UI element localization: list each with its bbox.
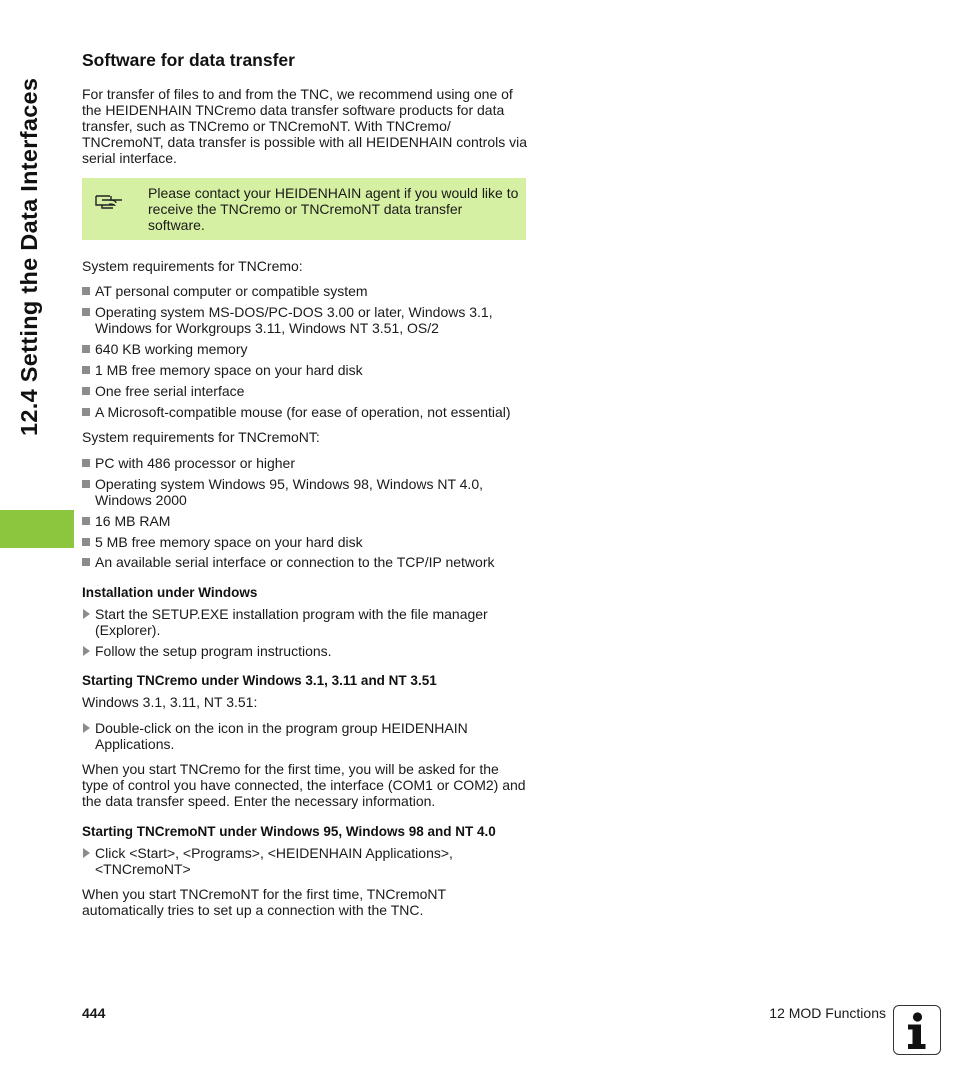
triangle-bullet-icon xyxy=(83,848,90,858)
section-heading-start-tncremo: Starting TNCremo under Windows 3.1, 3.11 and NT 3.51 xyxy=(82,673,437,688)
req-tncremo-label: System requirements for TNCremo: xyxy=(82,258,303,274)
req-tncremont-label: System requirements for TNCremoNT: xyxy=(82,429,320,445)
note-box xyxy=(82,178,526,240)
square-bullet-icon xyxy=(82,517,90,525)
info-glyph-icon xyxy=(894,1006,939,1053)
page-title: Software for data transfer xyxy=(82,50,295,70)
chapter-title: 12 MOD Functions xyxy=(769,1005,886,1021)
triangle-bullet-icon xyxy=(83,609,90,619)
square-bullet-icon xyxy=(82,366,90,374)
tncremo-first-start-paragraph: When you start TNCremo for the first time, you will be asked for the type of control you have connected, the interface (COM1 or COM2) and the data transfer speed. Enter the necessary information. xyxy=(82,761,526,809)
square-bullet-icon xyxy=(82,287,90,295)
square-bullet-icon xyxy=(82,408,90,416)
square-bullet-icon xyxy=(82,308,90,316)
triangle-bullet-icon xyxy=(83,646,90,656)
section-heading-start-tncremont: Starting TNCremoNT under Windows 95, Windows 98 and NT 4.0 xyxy=(82,824,496,839)
square-bullet-icon xyxy=(82,538,90,546)
sidebar-section-title: 12.4 Setting the Data Interfaces xyxy=(16,77,42,436)
tncremont-first-start-paragraph: When you start TNCremoNT for the first time, TNCremoNT automatically tries to set up a connection with the TNC. xyxy=(82,886,446,918)
pointing-hand-icon xyxy=(94,190,124,210)
note-text: Please contact your HEIDENHAIN agent if you would like to receive the TNCremo or TNCremoNT data transfer software. xyxy=(148,185,519,233)
info-icon xyxy=(893,1005,941,1055)
square-bullet-icon xyxy=(82,345,90,353)
square-bullet-icon xyxy=(82,387,90,395)
square-bullet-icon xyxy=(82,558,90,566)
intro-paragraph: For transfer of files to and from the TNC, we recommend using one of the HEIDENHAIN TNCremo data transfer software products for data transfer, such as TNCremo or TNCremoNT. With TNCremo/ TNCremoNT, data transfer is possible with all HEIDENHAIN controls via serial interface. xyxy=(82,86,528,166)
page-number: 444 xyxy=(82,1005,106,1021)
square-bullet-icon xyxy=(82,459,90,467)
sidebar-tab-marker xyxy=(0,510,74,548)
triangle-bullet-icon xyxy=(83,723,90,733)
windows-versions-label: Windows 3.1, 3.11, NT 3.51: xyxy=(82,694,258,710)
section-heading-installation: Installation under Windows xyxy=(82,585,258,600)
square-bullet-icon xyxy=(82,480,90,488)
